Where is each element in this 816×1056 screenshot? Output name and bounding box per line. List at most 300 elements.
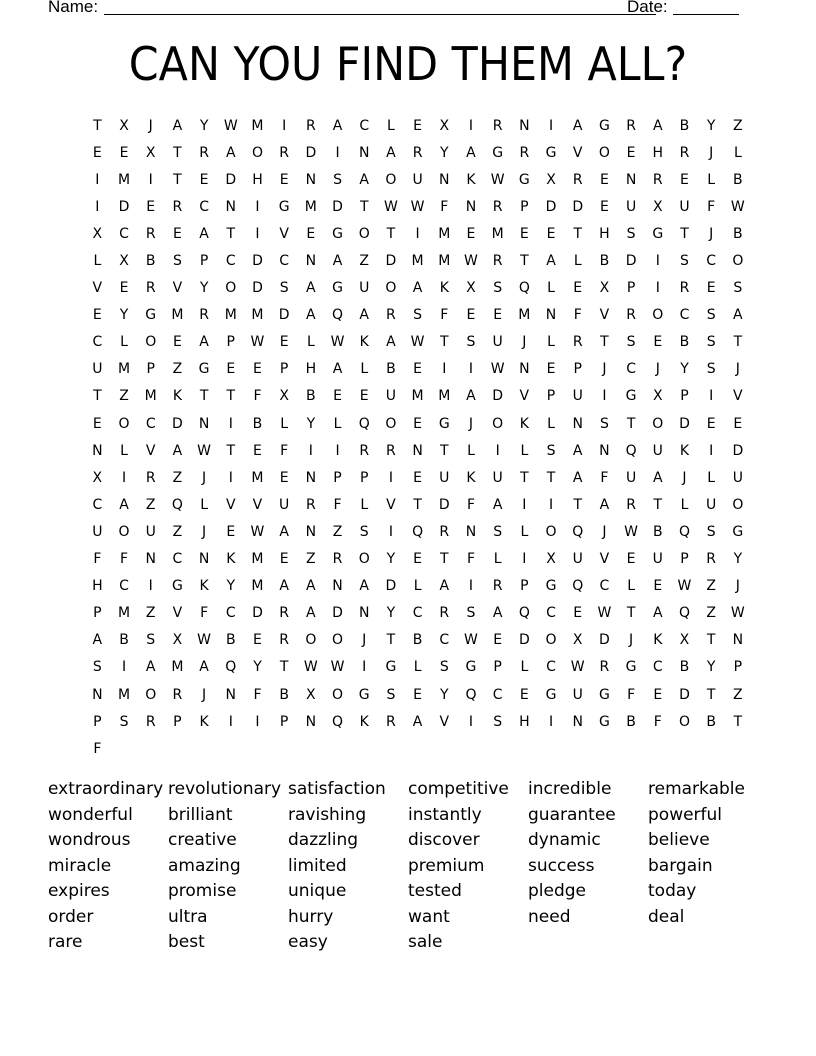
grid-letter[interactable]: C xyxy=(172,551,183,568)
grid-letter[interactable]: I xyxy=(442,361,447,378)
grid-letter[interactable]: I xyxy=(388,523,393,540)
grid-letter[interactable]: Y xyxy=(253,659,262,676)
grid-letter[interactable]: D xyxy=(305,144,317,161)
grid-letter[interactable]: A xyxy=(492,605,503,622)
grid-letter[interactable]: A xyxy=(412,280,423,297)
grid-letter[interactable]: P xyxy=(626,280,636,297)
grid-letter[interactable]: F xyxy=(120,551,129,568)
grid-letter[interactable]: X xyxy=(466,280,476,297)
grid-letter[interactable]: N xyxy=(412,442,423,459)
grid-letter[interactable]: T xyxy=(199,388,209,405)
grid-letter[interactable]: K xyxy=(172,388,182,405)
grid-letter[interactable]: C xyxy=(279,253,290,270)
grid-letter[interactable]: K xyxy=(466,171,476,188)
grid-letter[interactable]: A xyxy=(199,225,209,242)
grid-letter[interactable]: V xyxy=(519,388,530,405)
grid-letter[interactable]: S xyxy=(466,334,476,351)
grid-letter[interactable]: I xyxy=(148,578,153,595)
grid-letter[interactable]: F xyxy=(627,686,636,703)
grid-letter[interactable]: E xyxy=(306,225,316,242)
grid-letter[interactable]: N xyxy=(305,469,317,486)
grid-letter[interactable]: B xyxy=(225,632,236,649)
grid-letter[interactable]: H xyxy=(599,225,610,242)
grid-letter[interactable]: G xyxy=(545,144,557,161)
grid-letter[interactable]: T xyxy=(440,551,449,568)
name-blank-line[interactable] xyxy=(104,14,656,15)
grid-letter[interactable]: V xyxy=(225,496,236,513)
grid-letter[interactable]: A xyxy=(599,496,610,513)
grid-letter[interactable]: R xyxy=(279,605,290,622)
grid-letter[interactable]: I xyxy=(335,144,340,161)
grid-letter[interactable]: W xyxy=(197,442,212,459)
grid-letter[interactable]: U xyxy=(92,361,103,378)
grid-letter[interactable]: L xyxy=(333,415,342,432)
grid-letter[interactable]: I xyxy=(95,171,100,188)
grid-letter[interactable]: X xyxy=(119,253,129,270)
grid-letter[interactable]: U xyxy=(572,388,583,405)
grid-letter[interactable]: E xyxy=(519,686,529,703)
grid-letter[interactable]: N xyxy=(225,686,237,703)
grid-letter[interactable]: W xyxy=(464,632,478,649)
grid-letter[interactable]: J xyxy=(202,686,207,703)
grid-letter[interactable]: O xyxy=(385,280,397,297)
grid-letter[interactable]: A xyxy=(172,117,183,134)
grid-letter[interactable]: V xyxy=(599,551,610,568)
grid-letter[interactable]: A xyxy=(412,713,423,730)
grid-letter[interactable]: P xyxy=(93,713,102,730)
grid-letter[interactable]: V xyxy=(439,713,450,730)
grid-letter[interactable]: N xyxy=(465,198,477,215)
grid-letter[interactable]: N xyxy=(225,198,237,215)
grid-letter[interactable]: Y xyxy=(440,686,449,703)
grid-letter[interactable]: U xyxy=(706,496,717,513)
grid-letter[interactable]: O xyxy=(732,496,744,513)
grid-letter[interactable]: A xyxy=(733,307,743,324)
grid-letter[interactable]: E xyxy=(626,144,636,161)
grid-letter[interactable]: B xyxy=(733,225,743,242)
grid-letter[interactable]: R xyxy=(145,713,156,730)
grid-letter[interactable]: S xyxy=(706,361,716,378)
grid-letter[interactable]: K xyxy=(199,713,209,730)
grid-letter[interactable]: U xyxy=(492,334,503,351)
grid-letter[interactable]: A xyxy=(572,442,583,459)
grid-letter[interactable]: X xyxy=(172,632,183,649)
grid-letter[interactable]: W xyxy=(570,659,585,676)
grid-letter[interactable]: R xyxy=(172,686,183,703)
grid-letter[interactable]: J xyxy=(602,361,607,378)
grid-letter[interactable]: Q xyxy=(572,523,584,540)
grid-letter[interactable]: G xyxy=(598,117,610,134)
grid-letter[interactable]: Y xyxy=(386,551,396,568)
grid-letter[interactable]: E xyxy=(413,551,423,568)
grid-letter[interactable]: F xyxy=(280,442,289,459)
grid-letter[interactable]: S xyxy=(546,442,556,459)
grid-letter[interactable]: A xyxy=(279,523,289,540)
grid-letter[interactable]: E xyxy=(279,171,289,188)
grid-letter[interactable]: S xyxy=(146,632,156,649)
grid-letter[interactable]: P xyxy=(173,713,182,730)
grid-letter[interactable]: A xyxy=(466,144,476,161)
grid-letter[interactable]: L xyxy=(547,415,555,432)
grid-letter[interactable]: E xyxy=(706,415,716,432)
grid-letter[interactable]: I xyxy=(495,442,500,459)
grid-letter[interactable]: D xyxy=(172,415,183,432)
grid-letter[interactable]: U xyxy=(625,198,637,215)
grid-letter[interactable]: I xyxy=(655,280,660,297)
grid-letter[interactable]: M xyxy=(117,171,131,188)
grid-letter[interactable]: L xyxy=(573,253,582,270)
grid-letter[interactable]: E xyxy=(253,442,262,459)
grid-letter[interactable]: W xyxy=(464,253,478,270)
grid-letter[interactable]: N xyxy=(625,171,637,188)
date-blank-line[interactable] xyxy=(673,14,739,15)
grid-letter[interactable]: B xyxy=(706,713,716,730)
grid-letter[interactable]: L xyxy=(520,442,529,459)
grid-letter[interactable]: A xyxy=(652,469,663,486)
grid-letter[interactable]: M xyxy=(117,605,131,622)
grid-letter[interactable]: G xyxy=(625,388,637,405)
grid-letter[interactable]: M xyxy=(491,225,504,242)
grid-letter[interactable]: S xyxy=(599,415,609,432)
grid-letter[interactable]: O xyxy=(118,523,130,540)
grid-letter[interactable]: J xyxy=(655,361,660,378)
grid-letter[interactable]: R xyxy=(332,551,343,568)
grid-letter[interactable]: M xyxy=(438,253,451,270)
grid-letter[interactable]: N xyxy=(358,605,370,622)
grid-letter[interactable]: R xyxy=(492,198,503,215)
grid-letter[interactable]: G xyxy=(598,686,610,703)
grid-letter[interactable]: F xyxy=(93,551,102,568)
grid-letter[interactable]: E xyxy=(279,551,289,568)
grid-letter[interactable]: P xyxy=(199,253,209,270)
grid-letter[interactable]: A xyxy=(359,171,369,188)
grid-letter[interactable]: Y xyxy=(680,361,689,378)
grid-letter[interactable]: G xyxy=(652,225,664,242)
grid-letter[interactable]: E xyxy=(92,144,102,161)
grid-letter[interactable]: D xyxy=(732,442,744,459)
grid-letter[interactable]: I xyxy=(468,361,474,378)
grid-letter[interactable]: O xyxy=(545,523,557,540)
grid-letter[interactable]: U xyxy=(412,171,423,188)
grid-letter[interactable]: U xyxy=(732,469,743,486)
grid-letter[interactable]: D xyxy=(118,198,130,215)
grid-letter[interactable]: T xyxy=(626,605,636,622)
grid-letter[interactable]: P xyxy=(680,388,689,405)
grid-letter[interactable]: B xyxy=(733,171,743,188)
grid-letter[interactable]: V xyxy=(172,605,183,622)
grid-letter[interactable]: U xyxy=(92,523,103,540)
grid-letter[interactable]: Z xyxy=(706,578,716,595)
grid-letter[interactable]: Y xyxy=(733,551,743,568)
grid-letter[interactable]: X xyxy=(119,117,129,134)
grid-letter[interactable]: W xyxy=(490,361,505,378)
grid-letter[interactable]: K xyxy=(359,713,369,730)
grid-letter[interactable]: O xyxy=(732,253,744,270)
grid-letter[interactable]: D xyxy=(332,198,343,215)
grid-letter[interactable]: J xyxy=(602,523,607,540)
grid-letter[interactable]: W xyxy=(597,605,612,622)
grid-letter[interactable]: I xyxy=(709,442,714,459)
grid-letter[interactable]: Q xyxy=(412,523,424,540)
grid-letter[interactable]: B xyxy=(412,632,423,649)
grid-letter[interactable]: V xyxy=(733,388,743,405)
grid-letter[interactable]: S xyxy=(493,713,503,730)
grid-letter[interactable]: X xyxy=(439,117,450,134)
grid-letter[interactable]: F xyxy=(440,307,449,324)
grid-letter[interactable]: L xyxy=(120,442,128,459)
grid-letter[interactable]: P xyxy=(333,469,342,486)
grid-letter[interactable]: E xyxy=(92,415,102,432)
grid-letter[interactable]: R xyxy=(492,578,503,595)
grid-letter[interactable]: O xyxy=(118,415,130,432)
grid-letter[interactable]: X xyxy=(546,551,556,568)
grid-letter[interactable]: B xyxy=(145,253,156,270)
grid-letter[interactable]: E xyxy=(413,686,423,703)
grid-letter[interactable]: P xyxy=(733,659,743,676)
grid-letter[interactable]: L xyxy=(413,578,422,595)
grid-letter[interactable]: A xyxy=(652,117,663,134)
grid-letter[interactable]: S xyxy=(706,307,716,324)
grid-letter[interactable]: M xyxy=(117,361,131,378)
grid-letter[interactable]: R xyxy=(652,171,663,188)
grid-letter[interactable]: D xyxy=(572,198,584,215)
grid-letter[interactable]: I xyxy=(95,198,100,215)
grid-letter[interactable]: L xyxy=(520,659,529,676)
grid-letter[interactable]: W xyxy=(410,334,425,351)
grid-letter[interactable]: I xyxy=(602,388,607,405)
grid-letter[interactable]: P xyxy=(359,469,369,486)
grid-letter[interactable]: Y xyxy=(119,307,129,324)
grid-letter[interactable]: Z xyxy=(359,253,370,270)
grid-letter[interactable]: I xyxy=(468,117,474,134)
grid-letter[interactable]: G xyxy=(385,659,397,676)
grid-letter[interactable]: C xyxy=(199,198,209,215)
grid-letter[interactable]: U xyxy=(679,198,690,215)
grid-letter[interactable]: E xyxy=(519,225,529,242)
grid-letter[interactable]: N xyxy=(732,632,744,649)
grid-letter[interactable]: I xyxy=(468,578,474,595)
grid-letter[interactable]: Z xyxy=(733,117,743,134)
grid-letter[interactable]: L xyxy=(413,659,422,676)
grid-letter[interactable]: Z xyxy=(706,605,716,622)
grid-letter[interactable]: O xyxy=(678,713,690,730)
grid-letter[interactable]: L xyxy=(306,334,315,351)
grid-letter[interactable]: A xyxy=(439,578,450,595)
grid-letter[interactable]: S xyxy=(706,334,716,351)
grid-letter[interactable]: K xyxy=(519,415,529,432)
grid-letter[interactable]: N xyxy=(465,523,477,540)
grid-letter[interactable]: C xyxy=(679,307,690,324)
grid-letter[interactable]: W xyxy=(303,659,318,676)
grid-letter[interactable]: B xyxy=(679,334,690,351)
grid-letter[interactable]: R xyxy=(626,117,636,134)
grid-letter[interactable]: I xyxy=(388,469,393,486)
grid-letter[interactable]: O xyxy=(385,415,397,432)
grid-letter[interactable]: R xyxy=(359,442,370,459)
grid-letter[interactable]: A xyxy=(332,361,343,378)
grid-letter[interactable]: I xyxy=(522,496,527,513)
grid-letter[interactable]: R xyxy=(599,659,610,676)
grid-letter[interactable]: I xyxy=(362,659,367,676)
grid-letter[interactable]: A xyxy=(92,632,103,649)
grid-letter[interactable]: C xyxy=(92,334,103,351)
grid-letter[interactable]: U xyxy=(359,280,370,297)
grid-letter[interactable]: S xyxy=(493,280,503,297)
grid-letter[interactable]: E xyxy=(546,361,556,378)
grid-letter[interactable]: Q xyxy=(225,659,237,676)
grid-letter[interactable]: S xyxy=(413,307,423,324)
grid-letter[interactable]: I xyxy=(255,713,260,730)
grid-letter[interactable]: G xyxy=(198,361,210,378)
grid-letter[interactable]: E xyxy=(92,307,102,324)
grid-letter[interactable]: N xyxy=(198,415,210,432)
grid-letter[interactable]: C xyxy=(546,605,556,622)
grid-letter[interactable]: G xyxy=(492,144,504,161)
grid-letter[interactable]: E xyxy=(359,388,369,405)
grid-letter[interactable]: W xyxy=(624,523,639,540)
grid-letter[interactable]: L xyxy=(493,551,502,568)
grid-letter[interactable]: A xyxy=(359,307,369,324)
grid-letter[interactable]: N xyxy=(332,578,343,595)
grid-letter[interactable]: F xyxy=(600,469,609,486)
grid-letter[interactable]: A xyxy=(546,253,556,270)
grid-letter[interactable]: S xyxy=(493,523,503,540)
grid-letter[interactable]: L xyxy=(733,144,742,161)
grid-letter[interactable]: T xyxy=(440,442,449,459)
grid-letter[interactable]: P xyxy=(493,659,502,676)
grid-letter[interactable]: X xyxy=(92,225,103,242)
grid-letter[interactable]: U xyxy=(492,469,503,486)
grid-letter[interactable]: W xyxy=(730,198,745,215)
grid-letter[interactable]: I xyxy=(335,442,340,459)
grid-letter[interactable]: S xyxy=(333,171,342,188)
grid-letter[interactable]: T xyxy=(680,225,689,242)
grid-letter[interactable]: A xyxy=(492,496,503,513)
grid-letter[interactable]: O xyxy=(251,144,263,161)
grid-letter[interactable]: E xyxy=(466,307,476,324)
grid-letter[interactable]: Y xyxy=(386,605,396,622)
grid-letter[interactable]: T xyxy=(440,334,449,351)
grid-letter[interactable]: Z xyxy=(172,469,183,486)
grid-letter[interactable]: N xyxy=(305,253,317,270)
grid-letter[interactable]: B xyxy=(306,388,316,405)
grid-letter[interactable]: E xyxy=(599,171,609,188)
grid-letter[interactable]: E xyxy=(413,469,423,486)
grid-letter[interactable]: U xyxy=(652,551,663,568)
grid-letter[interactable]: E xyxy=(119,280,129,297)
grid-letter[interactable]: A xyxy=(279,578,289,595)
grid-letter[interactable]: O xyxy=(145,686,157,703)
grid-letter[interactable]: X xyxy=(92,469,103,486)
grid-letter[interactable]: N xyxy=(305,171,317,188)
grid-letter[interactable]: C xyxy=(225,605,236,622)
grid-letter[interactable]: M xyxy=(251,551,264,568)
grid-letter[interactable]: E xyxy=(226,361,236,378)
grid-letter[interactable]: F xyxy=(253,686,262,703)
grid-letter[interactable]: Z xyxy=(332,523,343,540)
grid-letter[interactable]: X xyxy=(546,171,556,188)
grid-letter[interactable]: D xyxy=(599,632,610,649)
grid-letter[interactable]: N xyxy=(545,307,557,324)
grid-letter[interactable]: E xyxy=(653,578,663,595)
grid-letter[interactable]: R xyxy=(145,225,156,242)
grid-letter[interactable]: E xyxy=(333,388,342,405)
grid-letter[interactable]: Z xyxy=(172,361,183,378)
grid-letter[interactable]: R xyxy=(199,307,209,324)
grid-letter[interactable]: T xyxy=(653,496,663,513)
grid-letter[interactable]: J xyxy=(202,469,207,486)
grid-letter[interactable]: T xyxy=(706,686,716,703)
grid-letter[interactable]: L xyxy=(280,415,289,432)
grid-letter[interactable]: I xyxy=(228,469,233,486)
grid-letter[interactable]: Q xyxy=(171,496,183,513)
grid-letter[interactable]: I xyxy=(655,253,660,270)
grid-letter[interactable]: N xyxy=(198,551,210,568)
grid-letter[interactable]: X xyxy=(572,632,583,649)
grid-letter[interactable]: C xyxy=(626,361,636,378)
grid-letter[interactable]: C xyxy=(92,496,103,513)
grid-letter[interactable]: T xyxy=(226,442,236,459)
grid-letter[interactable]: D xyxy=(385,253,397,270)
grid-letter[interactable]: V xyxy=(386,496,396,513)
grid-letter[interactable]: I xyxy=(255,198,260,215)
grid-letter[interactable]: R xyxy=(145,469,156,486)
grid-letter[interactable]: X xyxy=(679,632,690,649)
grid-letter[interactable]: U xyxy=(385,388,397,405)
grid-letter[interactable]: M xyxy=(411,253,424,270)
grid-letter[interactable]: N xyxy=(572,713,583,730)
grid-letter[interactable]: M xyxy=(117,686,131,703)
grid-letter[interactable]: W xyxy=(330,334,345,351)
grid-letter[interactable]: G xyxy=(278,198,290,215)
grid-letter[interactable]: E xyxy=(172,225,182,242)
grid-letter[interactable]: Y xyxy=(440,144,449,161)
grid-letter[interactable]: E xyxy=(573,605,583,622)
grid-letter[interactable]: R xyxy=(492,117,503,134)
grid-letter[interactable]: E xyxy=(493,307,503,324)
grid-letter[interactable]: O xyxy=(652,307,664,324)
grid-letter[interactable]: V xyxy=(172,280,183,297)
grid-letter[interactable]: A xyxy=(572,469,583,486)
grid-letter[interactable]: A xyxy=(386,144,396,161)
grid-letter[interactable]: R xyxy=(572,171,583,188)
grid-letter[interactable]: A xyxy=(306,307,316,324)
grid-letter[interactable]: Q xyxy=(518,280,530,297)
grid-letter[interactable]: A xyxy=(652,605,663,622)
grid-letter[interactable]: Y xyxy=(706,659,716,676)
grid-letter[interactable]: K xyxy=(466,469,476,486)
grid-letter[interactable]: E xyxy=(172,334,182,351)
grid-letter[interactable]: E xyxy=(226,523,236,540)
grid-letter[interactable]: I xyxy=(255,225,260,242)
grid-letter[interactable]: M xyxy=(438,388,451,405)
grid-letter[interactable]: M xyxy=(144,388,157,405)
grid-letter[interactable]: D xyxy=(385,578,397,595)
grid-letter[interactable]: C xyxy=(652,659,663,676)
grid-letter[interactable]: S xyxy=(626,334,636,351)
grid-letter[interactable]: V xyxy=(599,307,610,324)
grid-letter[interactable]: K xyxy=(679,442,690,459)
grid-letter[interactable]: K xyxy=(439,280,449,297)
grid-letter[interactable]: J xyxy=(148,117,153,134)
grid-letter[interactable]: D xyxy=(332,605,343,622)
grid-letter[interactable]: I xyxy=(415,225,420,242)
grid-letter[interactable]: K xyxy=(226,551,236,568)
grid-letter[interactable]: D xyxy=(679,686,690,703)
grid-letter[interactable]: R xyxy=(412,144,423,161)
grid-letter[interactable]: B xyxy=(386,361,396,378)
grid-letter[interactable]: E xyxy=(706,280,716,297)
